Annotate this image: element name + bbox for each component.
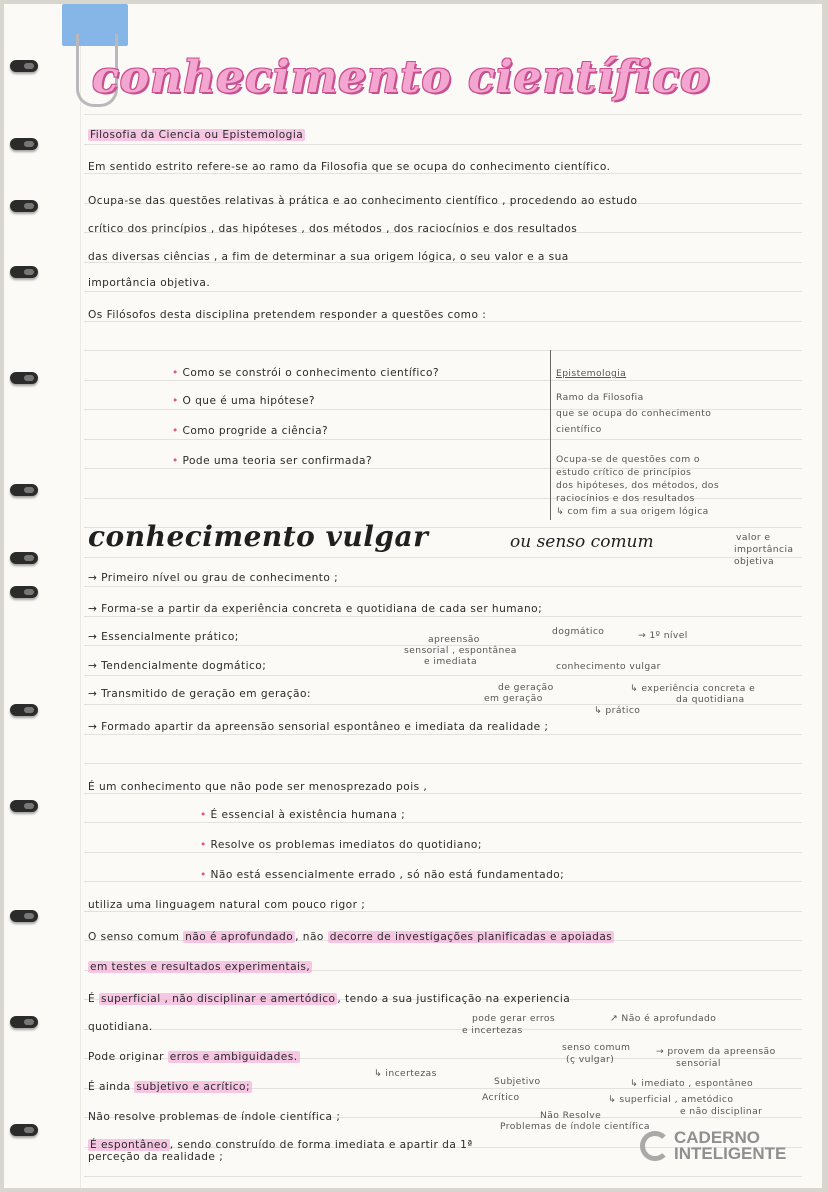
side-note-line: que se ocupa do conhecimento [556,408,712,419]
side-note-line: científico [556,424,602,435]
intro-line: Ocupa-se das questões relativas à prática e ao conhecimento científico , procedendo ao estudo [88,195,638,207]
rule-line [84,350,802,351]
side-note-line: Ramo da Filosofia [556,392,644,403]
map-node: ↳ prático [594,705,641,716]
vulgar-item: → Forma-se a partir da experiência concreta e quotidiana de cada ser humano; [88,603,543,615]
importance-item: • Resolve os problemas imediatos do quotidiano; [200,839,482,851]
intro-line: Os Filósofos desta disciplina pretendem responder a questões como : [88,309,487,321]
bullet-icon: • [200,869,211,881]
bottom-map-node: Acrítico [482,1092,520,1103]
vulgar-item: → Transmitido de geração em geração: [88,688,311,700]
side-note-title: Epistemologia [556,368,627,379]
binder-ring [10,484,38,496]
bullet-icon: • [200,839,211,851]
side-note-divider [550,350,551,520]
rule-line [84,852,802,853]
map-node: sensorial , espontânea [404,645,517,656]
property-line: O senso comum não é aprofundado , não decorre de investigações planificadas e apoiadas [88,931,613,943]
logo-c-icon [640,1131,670,1161]
intro-line: importância objetiva. [88,277,211,289]
vulgar-item: → Essencialmente prático; [88,631,239,643]
ruled-lines [4,4,822,1188]
property-line: quotidiana. [88,1021,153,1033]
map-node: ↳ experiência concreta e [630,683,756,694]
side-note-line: importância [734,544,794,555]
property-line: utiliza uma linguagem natural com pouco rigor ; [88,899,366,911]
binder-ring [10,910,38,922]
bottom-map-node: sensorial [676,1058,721,1069]
map-node: e imediata [424,656,477,667]
side-note-line: valor e [736,532,771,543]
bottom-map-node: e incertezas [462,1025,523,1036]
property-line: em testes e resultados experimentais, [90,961,311,973]
binder-ring [10,138,38,150]
binder-ring [10,1124,38,1136]
rule-line [84,144,802,145]
bottom-map-node: ↳ incertezas [374,1068,437,1079]
importance-item: • É essencial à existência humana ; [200,809,406,821]
importance-item: • Não está essencialmente errado , só não está fundamentado; [200,869,565,881]
rule-line [84,1176,802,1177]
binder-ring [10,60,38,72]
bullet-icon: • [172,455,183,467]
intro-line: das diversas ciências , a fim de determinar a sua origem lógica, o seu valor e a sua [88,251,569,263]
map-node: de geração [498,682,554,693]
side-note-line: dos hipóteses, dos métodos, dos [556,480,720,491]
side-note-line: raciocínios e dos resultados [556,493,695,504]
rule-line [84,1029,802,1030]
binder-ring [10,1016,38,1028]
bottom-map-node: ↗ Não é aprofundado [610,1013,717,1024]
map-node: → 1º nível [638,630,688,641]
binder-ring [10,266,38,278]
rule-line [84,734,802,735]
intro-line: crítico dos princípios , das hipóteses , dos métodos , dos raciocínios e dos resultados [88,223,578,235]
bullet-icon: • [200,809,211,821]
property-line: É espontâneo , sendo construído de forma imediata e apartir da 1ª [90,1139,473,1151]
rule-line [84,380,802,381]
importance-intro: É um conhecimento que não pode ser menosprezado pois , [88,781,428,793]
bottom-map-node: Problemas de índole científica [500,1121,650,1132]
rule-line [84,822,802,823]
map-center: conhecimento vulgar [556,661,661,672]
rule-line [84,675,802,676]
rule-line [84,586,802,587]
bottom-map-node: ↳ superficial , ametódico [608,1094,734,1105]
side-note-line: estudo crítico de princípios [556,467,692,478]
rule-line [84,114,802,115]
intro-line: Em sentido estrito refere-se ao ramo da Filosofia que se ocupa do conhecimento científico. [88,161,611,173]
bottom-map-node: ↳ imediato , espontâneo [630,1078,754,1089]
map-node: da quotidiana [676,694,745,705]
property-line: É ainda subjetivo e acrítico; [88,1081,250,1093]
bullet-icon: • [172,425,183,437]
side-note-line: ↳ com fim a sua origem lógica [556,506,709,517]
caderno-inteligente-logo [640,1130,786,1162]
bottom-map-node: → provem da apreensão [656,1046,776,1057]
binder-ring [10,800,38,812]
bottom-map-node: e não disciplinar [680,1106,763,1117]
question-item: • Como se constrói o conhecimento científico? [172,367,440,379]
binder-ring [10,552,38,564]
section-heading: conhecimento vulgar [88,520,429,553]
rule-line [84,763,802,764]
question-item: • O que é uma hipótese? [172,395,315,407]
question-item: • Pode uma teoria ser confirmada? [172,455,373,467]
bottom-map-node: Subjetivo [494,1076,541,1087]
notebook-page [4,4,822,1188]
page-title: conhecimento científico [92,52,711,103]
bottom-map-node: Não Resolve [540,1110,602,1121]
binder-ring [10,200,38,212]
map-node: dogmático [552,626,605,637]
vulgar-item: → Tendencialmente dogmático; [88,660,267,672]
binder-ring [10,586,38,598]
subtitle: Filosofia da Ciencia ou Epistemologia [90,129,304,141]
logo-line: INTELIGENTE [674,1144,787,1163]
bottom-map-node: (ç vulgar) [566,1054,615,1065]
question-item: • Como progride a ciência? [172,425,329,437]
logo-line: CADERNO [674,1128,760,1147]
binder-ring [10,372,38,384]
rule-line [84,291,802,292]
binder-ring [10,704,38,716]
vulgar-item: → Formado apartir da apreensão sensorial espontâneo e imediata da realidade ; [88,721,549,733]
bullet-icon: • [172,367,183,379]
rule-line [84,439,802,440]
section-heading-tail: ou senso comum [510,532,654,552]
property-line: É superficial , não disciplinar e amertódico , tendo a sua justificação na experiencia [88,993,571,1005]
property-line: perceção da realidade ; [88,1151,224,1163]
side-note-line: Ocupa-se de questões com o [556,454,700,465]
rule-line [84,557,802,558]
map-node: apreensão [428,634,480,645]
property-line: Não resolve problemas de índole científica ; [88,1111,341,1123]
rule-line [84,468,802,469]
bullet-icon: • [172,395,183,407]
bottom-map-node: pode gerar erros [472,1013,556,1024]
vulgar-item: → Primeiro nível ou grau de conhecimento ; [88,572,339,584]
bottom-map-node: senso comum [562,1042,631,1053]
map-node: em geração [484,693,543,704]
property-line: Pode originar erros e ambiguidades. [88,1051,298,1063]
rule-line [84,616,802,617]
side-note-line: objetiva [734,556,775,567]
